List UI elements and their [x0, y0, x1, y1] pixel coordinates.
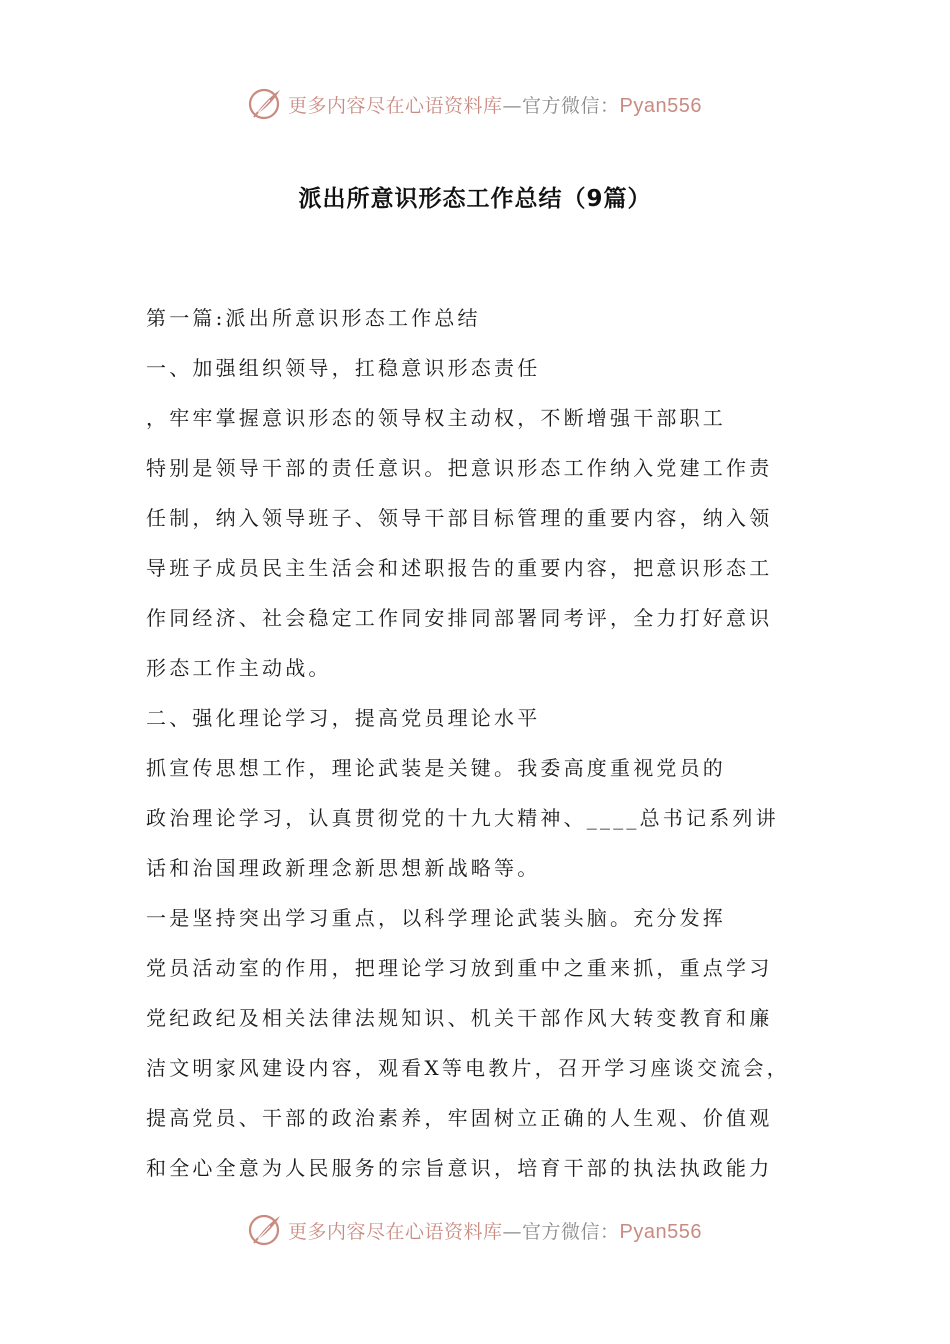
body-line: 提高党员、干部的政治素养，牢固树立正确的人生观、价值观	[146, 1106, 773, 1130]
body-line: 作同经济、社会稳定工作同安排同部署同考评，全力打好意识	[146, 606, 773, 630]
body-line: 政治理论学习，认真贯彻党的十九大精神、____总书记系列讲	[146, 806, 779, 830]
header-watermark-banner	[0, 84, 950, 124]
body-line: 导班子成员民主生活会和述职报告的重要内容，把意识形态工	[146, 556, 773, 580]
header-separator: —	[502, 94, 523, 117]
footer-wechat-id: Pyan556	[619, 1220, 702, 1243]
quill-pen-icon	[248, 86, 284, 122]
header-watermark-text	[288, 91, 702, 118]
body-line: 特别是领导干部的责任意识。把意识形态工作纳入党建工作责	[146, 456, 773, 480]
body-line: 洁文明家风建设内容，观看X等电教片，召开学习座谈交流会，	[146, 1056, 790, 1080]
body-line: 形态工作主动战。	[146, 656, 332, 680]
body-line: 党纪政纪及相关法律法规知识、机关干部作风大转变教育和廉	[146, 1006, 773, 1030]
body-line: 一是坚持突出学习重点，以科学理论武装头脑。充分发挥	[146, 906, 726, 930]
footer-site-text: 更多内容尽在心语资料库	[288, 1220, 503, 1243]
header-wechat-id: Pyan556	[619, 94, 702, 117]
header-contact-label: 官方微信：	[522, 94, 620, 117]
header-site-text: 更多内容尽在心语资料库	[288, 94, 503, 117]
body-line: 话和治国理政新理念新思想新战略等。	[146, 856, 541, 880]
body-line: 二、强化理论学习，提高党员理论水平	[146, 706, 541, 730]
body-line: 抓宣传思想工作，理论武装是关键。我委高度重视党员的	[146, 756, 726, 780]
footer-watermark-banner	[0, 1210, 950, 1250]
footer-contact-label: 官方微信：	[522, 1220, 620, 1243]
body-line: 和全心全意为人民服务的宗旨意识，培育干部的执法执政能力	[146, 1156, 773, 1180]
body-line: 第一篇:派出所意识形态工作总结	[146, 306, 481, 330]
document-body	[146, 300, 790, 1200]
body-line: 一、加强组织领导，扛稳意识形态责任	[146, 356, 541, 380]
document-title: 派出所意识形态工作总结（9篇）	[298, 186, 652, 212]
footer-separator: —	[502, 1220, 523, 1243]
body-line: 任制，纳入领导班子、领导干部目标管理的重要内容，纳入领	[146, 506, 773, 530]
quill-pen-icon	[248, 1212, 284, 1248]
body-line: 党员活动室的作用，把理论学习放到重中之重来抓，重点学习	[146, 956, 773, 980]
footer-watermark-text	[288, 1217, 702, 1244]
body-line: ，牢牢掌握意识形态的领导权主动权，不断增强干部职工	[146, 406, 726, 430]
